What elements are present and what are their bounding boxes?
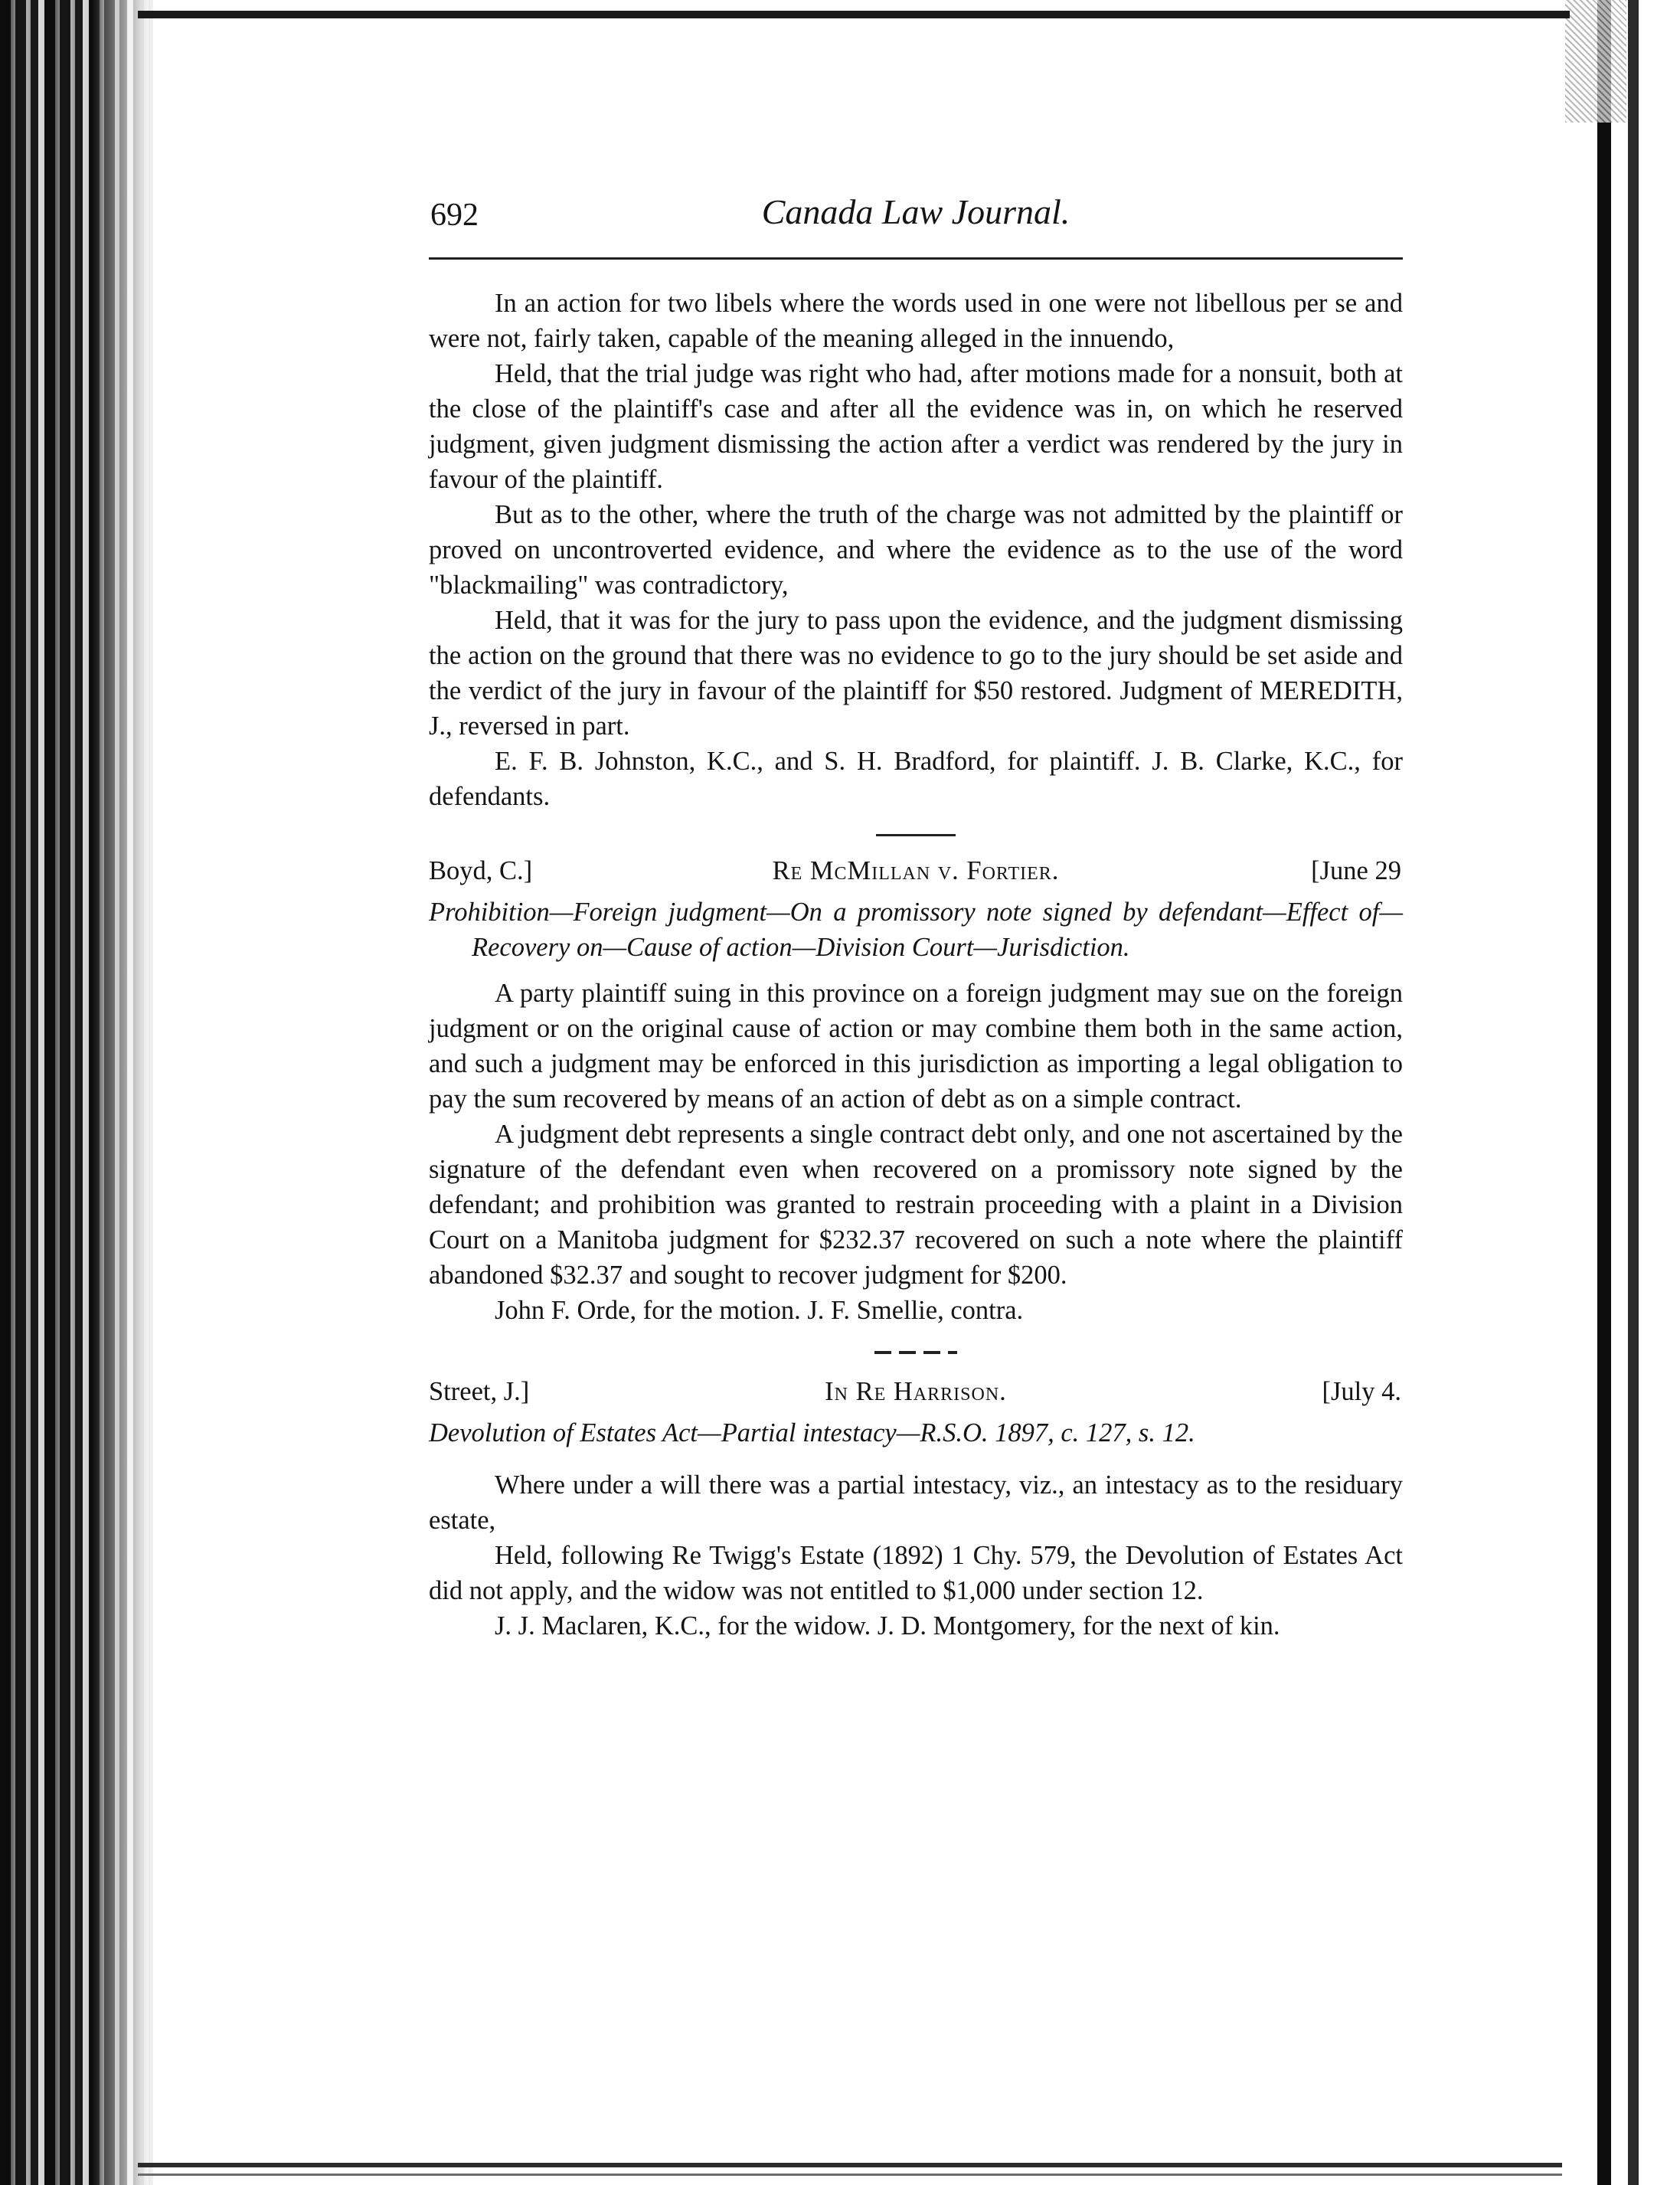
case-3-judge: Street, J.] [429,1377,530,1406]
scan-edge-bottom [138,2163,1562,2167]
section-divider-2 [874,1351,957,1354]
text-column [429,192,1403,1644]
scan-edge-top [138,11,1570,18]
case-1-paragraph-2: Held, that the trial judge was right who had, after motions made for a nonsuit, both at the close of the plaintiff's case and after all the evidence was in, on which he reserved judgment, given judgment dismissing the action after a verdict was rendered by the jury in favour of the plaintiff. [429,359,1403,494]
scan-edge-left-fade [92,0,161,2185]
case-2-date: [June 29 [1311,856,1401,885]
case-2 [429,853,1403,1328]
header-rule [429,257,1403,260]
case-2-counsel: John F. Orde, for the motion. J. F. Smellie, contra. [495,1296,1024,1325]
journal-title: Canada Law Journal. [761,192,1070,231]
case-1-paragraph-1: In an action for two libels where the words used in one were not libellous per se and were not, fairly taken, capable of the meaning alleged in the innuendo, [429,289,1403,353]
case-3-header [429,1374,1403,1409]
case-2-judge: Boyd, C.] [429,856,533,885]
case-2-title: Re McMillan v. Fortier. [772,856,1060,885]
scan-edge-right [1565,0,1680,2185]
case-3-headnote: Devolution of Estates Act—Partial intestacy—R.S.O. 1897, c. 127, s. 12. [429,1418,1195,1447]
page-number: 692 [430,198,479,233]
case-3-date: [July 4. [1322,1377,1401,1406]
case-2-header [429,853,1403,888]
case-1-paragraph-3: But as to the other, where the truth of the charge was not admitted by the plaintiff or proved on uncontroverted evidence, and where the evidence as to the use of the word "blackmailing" was contradictory, [429,500,1403,600]
case-2-paragraph-2: A judgment debt represents a single contract debt only, and one not ascertained by the signature of the defendant even when recovered on a promissory note signed by the defendant; and prohibition was granted to restrain proceeding with a plaint in a Division Court on a Manitoba judgment for $232.37 recovered on such a note where the plaintiff abandoned $32.37 and sought to recover judgment for $200. [429,1120,1403,1290]
case-3-title: In Re Harrison. [825,1377,1007,1406]
section-divider-1 [876,834,956,836]
case-1-counsel: E. F. B. Johnston, K.C., and S. H. Bradford, for plaintiff. J. B. Clarke, K.C., for defendants. [429,747,1403,811]
case-1 [429,286,1403,814]
case-3-counsel: J. J. Maclaren, K.C., for the widow. J. D. Montgomery, for the next of kin. [495,1611,1280,1640]
scan-edge-bottom-thin [138,2174,1562,2176]
scan-edge-right-speck [1565,0,1626,123]
case-3-paragraph-1: Where under a will there was a partial intestacy, viz., an intestacy as to the residuary estate, [429,1470,1403,1535]
case-2-paragraph-1: A party plaintiff suing in this province on a foreign judgment may sue on the foreign judgment or on the original cause of action or may combine them both in the same action, and such a judgment may be enforced in this jurisdiction as importing a legal obligation to pay the sum recovered by means of an action of debt as on a simple contract. [429,979,1403,1114]
page-header [429,192,1403,247]
case-3 [429,1374,1403,1644]
case-3-paragraph-2: Held, following Re Twigg's Estate (1892) 1 Chy. 579, the Devolution of Estates Act did not apply, and the widow was not entitled to $1,000 under section 12. [429,1541,1403,1605]
case-1-paragraph-4: Held, that it was for the jury to pass upon the evidence, and the judgment dismissing the action on the ground that there was no evidence to go to the jury should be set aside and the verdict of the jury in favour of the plaintiff for $50 restored. Judgment of MEREDITH, J., reversed in part. [429,606,1403,741]
case-2-headnote: Prohibition—Foreign judgment—On a promissory note signed by defendant—Effect of—Recovery on—Cause of action—Division Court—Jurisdiction. [429,898,1403,962]
